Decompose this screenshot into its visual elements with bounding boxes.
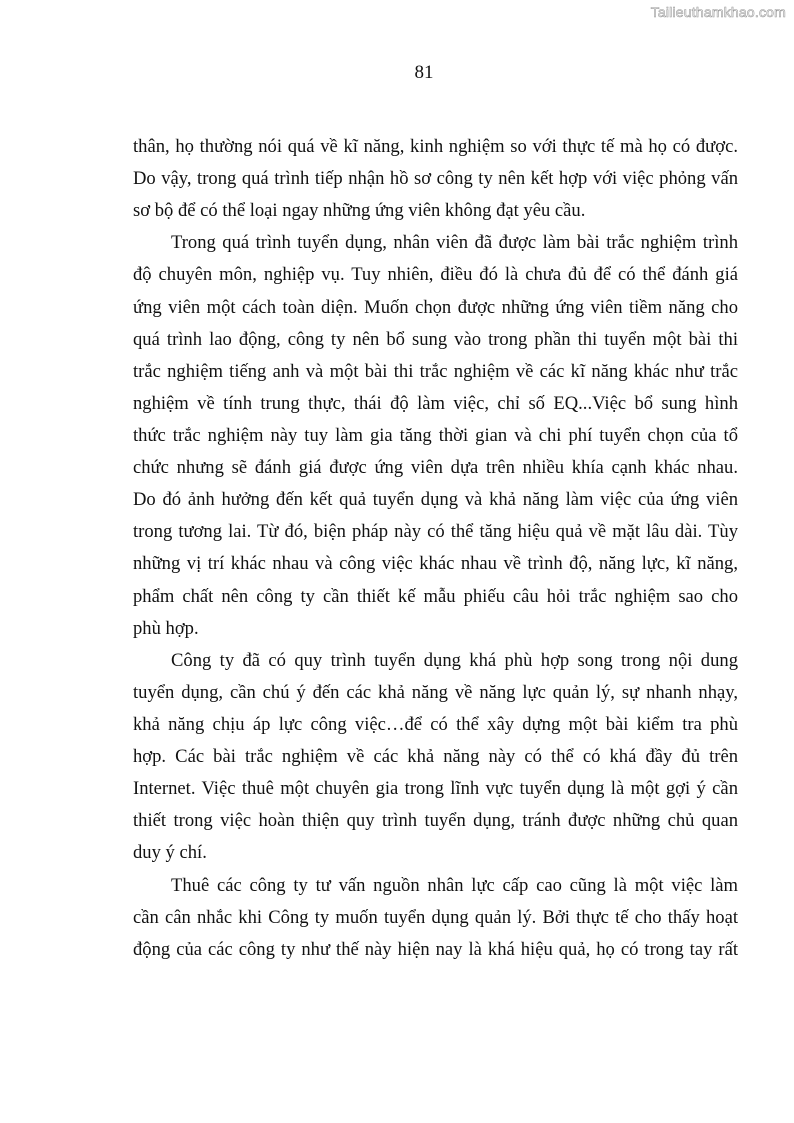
- paragraph-line: tuyển dụng, cần chú ý đến các khả năng về năng lực quản lý, sự nhanh nhạy,: [133, 681, 738, 703]
- paragraph-line: phẩm chất nên công ty cần thiết kế mẫu phiếu câu hỏi trắc nghiệm sao cho: [133, 585, 738, 607]
- paragraph-line: cần cân nhắc khi Công ty muốn tuyển dụng quản lý. Bởi thực tế cho thấy hoạt: [133, 906, 738, 928]
- paragraph-line: thân, họ thường nói quá về kĩ năng, kinh nghiệm so với thực tế mà họ có được.: [133, 136, 738, 157]
- paragraph-line: những vị trí khác nhau và công việc khác nhau về trình độ, năng lực, kĩ năng,: [133, 553, 738, 575]
- paragraph-line: nghiệm về tính trung thực, thái độ làm việc, chỉ số EQ...Việc bổ sung hình: [133, 392, 738, 414]
- paragraph-line: ứng viên một cách toàn diện. Muốn chọn được những ứng viên tiềm năng cho: [133, 296, 738, 318]
- paragraph-line: trong tương lai. Từ đó, biện pháp này có thể tăng hiệu quả về mặt lâu dài. Tùy: [133, 521, 738, 543]
- paragraph-line: Công ty đã có quy trình tuyển dụng khá phù hợp song trong nội dung: [171, 649, 738, 671]
- watermark: Tailieuthamkhao.com: [650, 4, 786, 20]
- paragraph-line: duy ý chí.: [133, 842, 207, 864]
- paragraph-line: quá trình lao động, công ty nên bổ sung vào trong phần thi tuyển một bài thi: [133, 328, 738, 350]
- document-body: [133, 131, 738, 966]
- paragraph-line: chức nhưng sẽ đánh giá được ứng viên dựa trên nhiều khía cạnh khác nhau.: [133, 457, 738, 479]
- paragraph-line: hợp. Các bài trắc nghiệm về các khả năng này có thể có khá đầy đủ trên: [133, 746, 738, 768]
- page-number: 81: [414, 62, 434, 83]
- paragraph-line: sơ bộ để có thể loại ngay những ứng viên không đạt yêu cầu.: [133, 200, 586, 222]
- paragraph-line: động của các công ty như thế này hiện nay là khá hiệu quả, họ có trong tay rất: [133, 938, 738, 960]
- paragraph-line: phù hợp.: [133, 617, 199, 639]
- paragraph-line: độ chuyên môn, nghiệp vụ. Tuy nhiên, điều đó là chưa đủ để có thể đánh giá: [133, 264, 738, 286]
- paragraph-line: Internet. Việc thuê một chuyên gia trong lĩnh vực tuyển dụng là một gợi ý cần: [133, 778, 738, 800]
- paragraph-line: Do vậy, trong quá trình tiếp nhận hồ sơ công ty nên kết hợp với việc phỏng vấn: [133, 168, 738, 190]
- paragraph-line: Trong quá trình tuyển dụng, nhân viên đã được làm bài trắc nghiệm trình: [171, 232, 738, 254]
- paragraph-line: khả năng chịu áp lực công việc…để có thể xây dựng một bài kiểm tra phù: [133, 713, 738, 735]
- paragraph-line: thiết trong việc hoàn thiện quy trình tuyển dụng, tránh được những chủ quan: [133, 810, 738, 832]
- paragraph-line: Do đó ảnh hưởng đến kết quả tuyển dụng và khả năng làm việc của ứng viên: [133, 489, 738, 511]
- paragraph-line: thức trắc nghiệm này tuy làm gia tăng thời gian và chi phí tuyển chọn của tổ: [133, 424, 738, 446]
- paragraph-line: Thuê các công ty tư vấn nguồn nhân lực cấp cao cũng là một việc làm: [171, 874, 738, 896]
- paragraph-line: trắc nghiệm tiếng anh và một bài thi trắc nghiệm về các kĩ năng khác như trắc: [133, 360, 738, 382]
